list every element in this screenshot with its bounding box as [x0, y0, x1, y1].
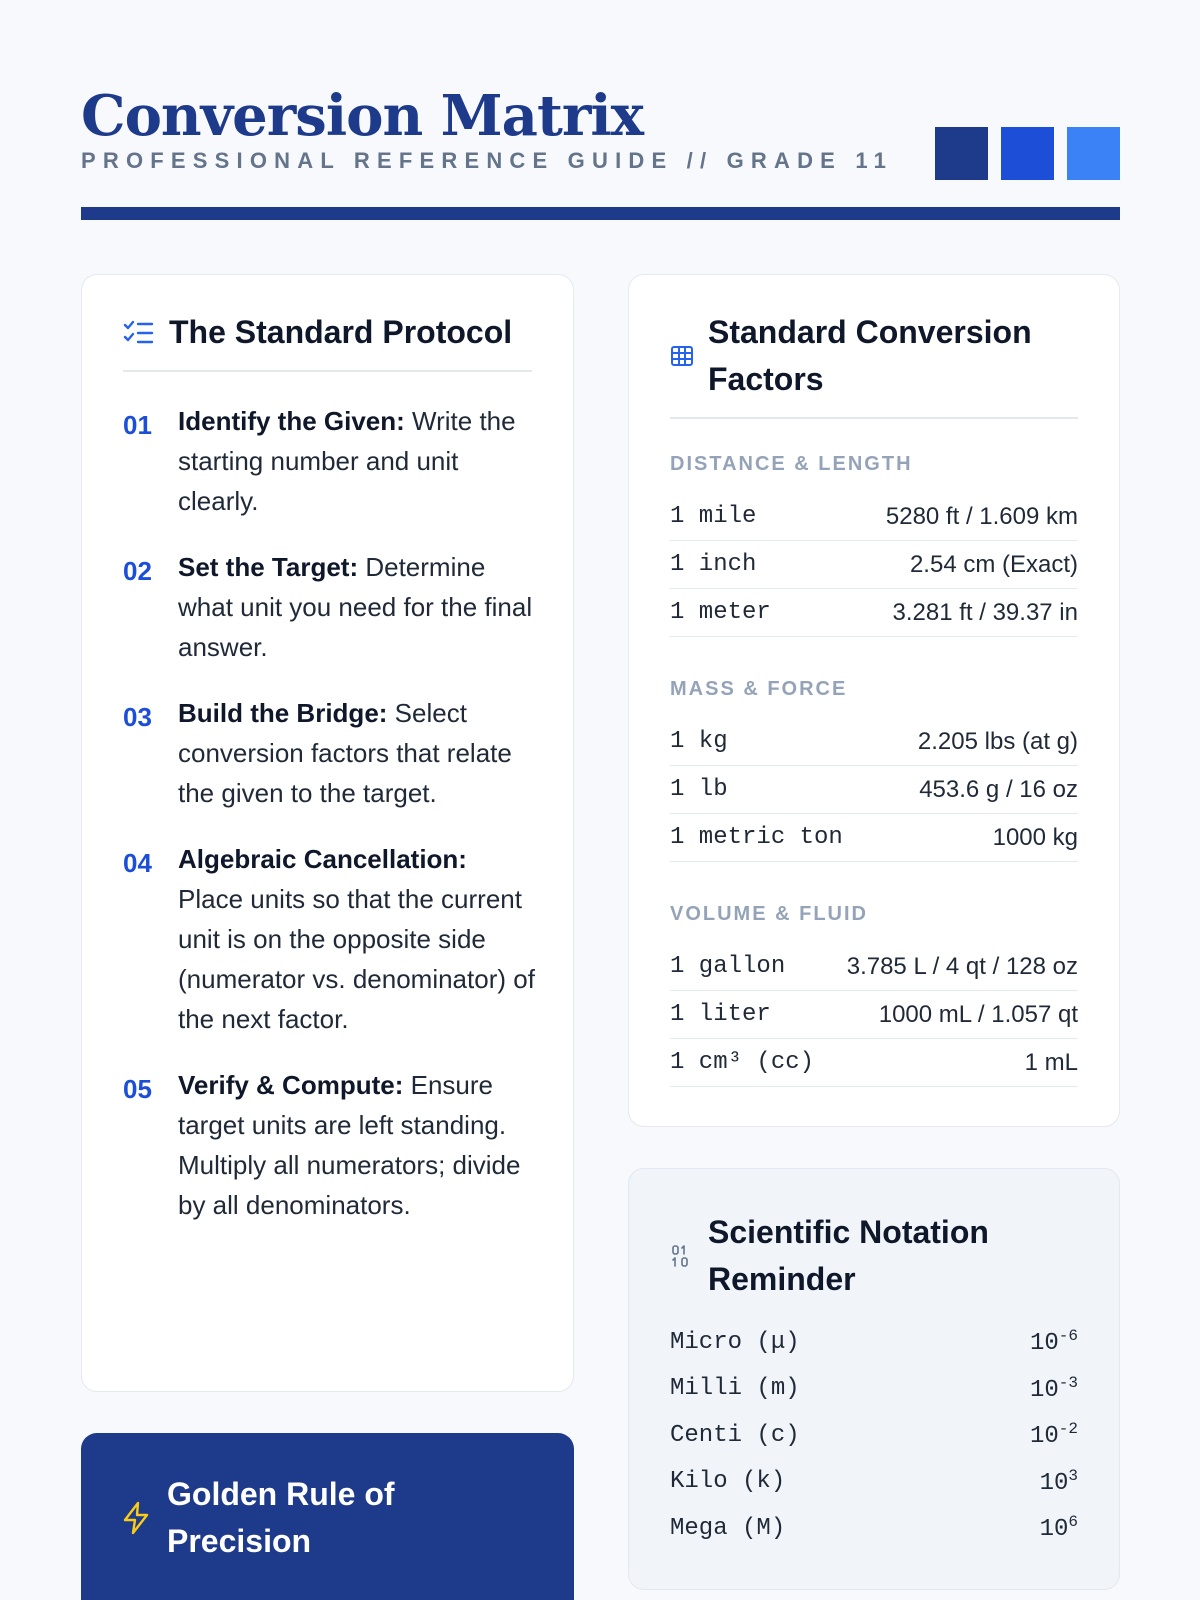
- section-label: VOLUME & FLUID: [670, 903, 868, 925]
- golden-rule-title: Golden Rule of Precision: [167, 1476, 395, 1559]
- prefix-power: $10^6$: [1039, 1513, 1078, 1544]
- factor-unit: 1 kg: [670, 728, 728, 755]
- step-body: Determine what unit you need for the final answer.: [178, 552, 533, 662]
- factor-unit: 1 liter: [670, 1001, 771, 1028]
- prefix-power: $10^{-3}$: [1029, 1373, 1078, 1404]
- page-title: Conversion Matrix: [81, 83, 643, 149]
- binary-icon: [670, 1243, 692, 1269]
- protocol-step: [123, 1065, 537, 1225]
- step-number: 03: [123, 702, 152, 732]
- step-text: [178, 547, 537, 667]
- factor-value: 1000 kg: [992, 823, 1078, 851]
- factor-row: [670, 493, 1078, 541]
- header-divider: [81, 207, 1120, 220]
- prefix-row: [670, 1412, 1078, 1459]
- prefix-power: $10^3$: [1039, 1466, 1078, 1497]
- page-subtitle: PROFESSIONAL REFERENCE GUIDE // GRADE 11: [81, 148, 894, 173]
- factor-row: [670, 814, 1078, 862]
- protocol-header: [123, 309, 532, 372]
- factor-value: 3.281 ft / 39.37 in: [892, 598, 1078, 626]
- factor-value: 1000 mL / 1.057 qt: [878, 1000, 1078, 1028]
- step-heading: Build the Bridge:: [178, 698, 388, 728]
- golden-rule-card: [81, 1433, 574, 1600]
- factor-unit: 1 inch: [670, 551, 757, 578]
- prefix-name: Centi (c): [670, 1421, 800, 1449]
- conversion-factors-card: [628, 274, 1120, 1127]
- factor-row: [670, 1039, 1078, 1087]
- step-body: Select conversion factors that relate the given to the target.: [178, 698, 512, 808]
- mass-factors: [670, 718, 1078, 862]
- prefix-name: Kilo (k): [670, 1468, 786, 1496]
- protocol-step: [123, 401, 537, 521]
- scientific-notation-card: [628, 1168, 1120, 1590]
- volume-factors: [670, 943, 1078, 1087]
- step-text: [178, 839, 537, 1039]
- prefix-row: [670, 1459, 1078, 1506]
- factor-row: [670, 766, 1078, 814]
- factor-value: 453.6 g / 16 oz: [919, 775, 1078, 803]
- prefix-row: [670, 1319, 1078, 1366]
- step-text: [178, 1065, 537, 1225]
- color-swatches: [935, 127, 1120, 180]
- factor-row: [670, 718, 1078, 766]
- step-heading: Set the Target:: [178, 552, 359, 582]
- scientific-header: [670, 1209, 1078, 1303]
- factor-row: [670, 589, 1078, 637]
- prefix-row: [670, 1366, 1078, 1413]
- protocol-step: [123, 693, 537, 813]
- step-heading: Verify & Compute:: [178, 1070, 404, 1100]
- protocol-steps: [123, 401, 537, 1251]
- factor-unit: 1 meter: [670, 599, 771, 626]
- prefix-row: [670, 1505, 1078, 1552]
- protocol-title: The Standard Protocol: [169, 314, 513, 350]
- prefix-list: [670, 1319, 1078, 1552]
- step-number: 01: [123, 410, 152, 440]
- factors-header: [670, 309, 1078, 419]
- step-number: 04: [123, 848, 152, 878]
- step-text: [178, 401, 537, 521]
- factor-row: [670, 541, 1078, 589]
- scientific-title: Scientific Notation Reminder: [708, 1214, 989, 1297]
- section-label: DISTANCE & LENGTH: [670, 453, 913, 475]
- prefix-name: Mega (M): [670, 1514, 786, 1542]
- checklist-icon: [123, 319, 155, 347]
- golden-rule-header: [121, 1471, 427, 1565]
- prefix-name: Micro (μ): [670, 1328, 800, 1356]
- distance-factors: [670, 493, 1078, 637]
- factor-row: [670, 991, 1078, 1039]
- factor-value: 2.54 cm (Exact): [909, 550, 1078, 578]
- protocol-step: [123, 839, 537, 1039]
- factor-value: 1 mL: [1024, 1048, 1078, 1076]
- protocol-step: [123, 547, 537, 667]
- step-number: 02: [123, 556, 152, 586]
- step-body: Place units so that the current unit is on the opposite side (numerator vs. denominator) of the next factor.: [178, 884, 535, 1034]
- factor-unit: 1 lb: [670, 776, 728, 803]
- step-text: [178, 693, 537, 813]
- step-heading: Algebraic Cancellation:: [178, 844, 467, 874]
- factors-title: Standard Conversion Factors: [708, 314, 1032, 397]
- factor-unit: 1 mile: [670, 503, 757, 530]
- factor-value: 3.785 L / 4 qt / 128 oz: [846, 952, 1078, 980]
- protocol-card: [81, 274, 574, 1392]
- factor-unit: 1 metric ton: [670, 824, 843, 851]
- step-number: 05: [123, 1074, 152, 1104]
- table-icon: [670, 344, 694, 368]
- swatch-light: [1067, 127, 1120, 180]
- factor-unit: 1 gallon: [670, 953, 786, 980]
- step-body: Write the starting number and unit clearly.: [178, 406, 516, 516]
- section-label: MASS & FORCE: [670, 678, 848, 700]
- lightning-icon: [121, 1501, 151, 1535]
- factor-value: 5280 ft / 1.609 km: [885, 502, 1078, 530]
- step-body: Ensure target units are left standing. Multiply all numerators; divide by all denominators.: [178, 1070, 521, 1220]
- factor-row: [670, 943, 1078, 991]
- factor-value: 2.205 lbs (at g): [917, 727, 1078, 755]
- step-heading: Identify the Given:: [178, 406, 405, 436]
- swatch-medium: [1001, 127, 1054, 180]
- prefix-power: $10^{-6}$: [1029, 1327, 1078, 1358]
- prefix-name: Milli (m): [670, 1375, 800, 1403]
- swatch-dark: [935, 127, 988, 180]
- factor-unit: 1 cm³ (cc): [670, 1049, 815, 1076]
- page-header: [81, 82, 1120, 173]
- prefix-power: $10^{-2}$: [1029, 1420, 1078, 1451]
